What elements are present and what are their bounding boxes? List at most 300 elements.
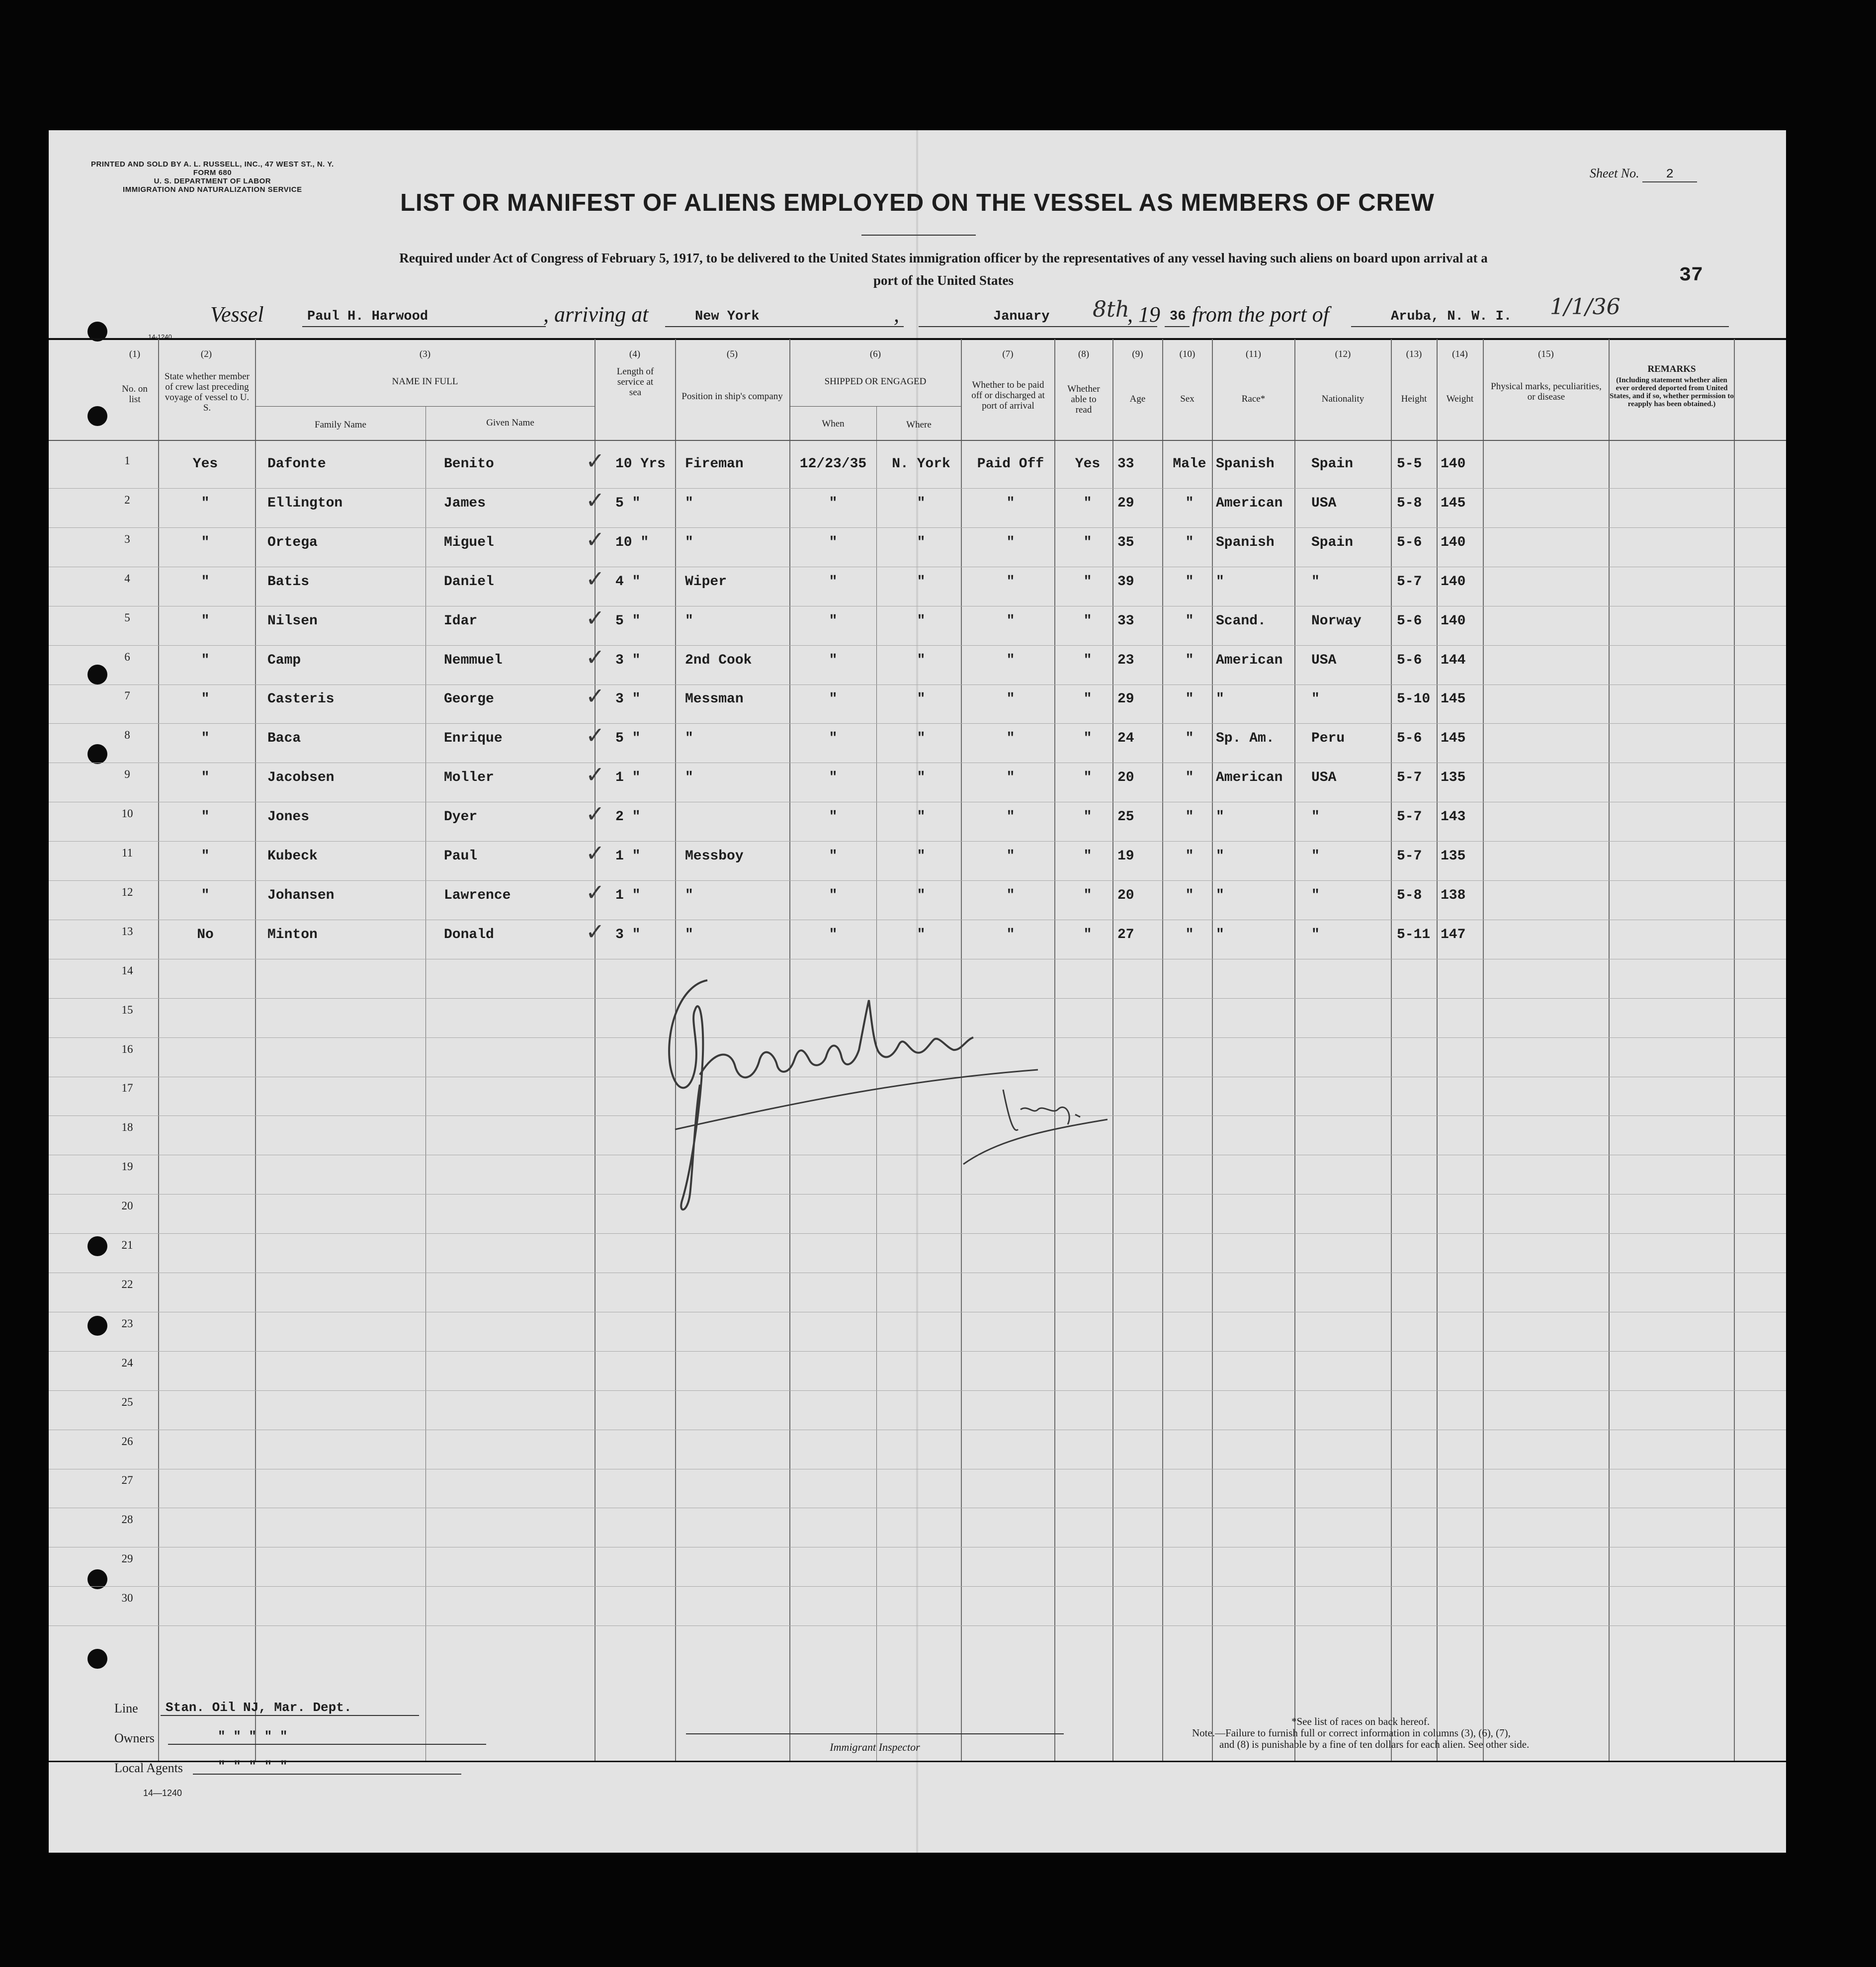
- paid-off: ": [1006, 927, 1015, 942]
- given-name: Daniel: [444, 574, 494, 590]
- able-to-read: ": [1083, 887, 1092, 903]
- family-name-header: Family Name: [315, 420, 366, 430]
- family-name: Jones: [267, 809, 310, 825]
- weight: 143: [1441, 809, 1466, 825]
- row-number: 27: [121, 1474, 133, 1487]
- nationality: ": [1311, 809, 1320, 825]
- binder-hole: [87, 1236, 107, 1256]
- row-rule: [49, 1586, 1786, 1587]
- check-mark: ✓: [586, 447, 605, 474]
- member-prev-voyage: ": [201, 613, 210, 629]
- family-name: Ortega: [267, 534, 318, 550]
- col2-header: State whether member of crew last preceding voyage of vessel to U. S.: [165, 371, 250, 413]
- shipped-where-header: Where: [906, 420, 932, 430]
- check-mark: ✓: [586, 565, 605, 592]
- weight: 145: [1441, 495, 1466, 511]
- race: ": [1216, 849, 1224, 864]
- shipped-where: ": [917, 652, 926, 668]
- service-line: IMMIGRATION AND NATURALIZATION SERVICE: [123, 185, 302, 194]
- shipped-when: ": [829, 731, 838, 747]
- form-number: FORM 680: [193, 169, 232, 177]
- race: American: [1216, 495, 1283, 511]
- binder-hole: [87, 1649, 107, 1669]
- member-prev-voyage: ": [201, 849, 210, 864]
- from-port: Aruba, N. W. I.: [1351, 309, 1729, 327]
- sex: ": [1185, 613, 1194, 629]
- row-rule: [49, 880, 1786, 881]
- row-number: 7: [124, 689, 130, 702]
- row-number: 3: [124, 532, 130, 545]
- check-mark: ✓: [586, 800, 605, 828]
- able-to-read: Yes: [1075, 456, 1101, 472]
- footnote: [1192, 1716, 1639, 1750]
- col4-header: Length of service at sea: [616, 366, 654, 398]
- height: 5-7: [1397, 849, 1422, 864]
- arrival-month: January: [919, 309, 1157, 327]
- able-to-read: ": [1083, 927, 1092, 942]
- shipped-where: ": [917, 887, 926, 903]
- service-length: 5 ": [615, 613, 641, 629]
- member-prev-voyage: ": [201, 495, 210, 511]
- able-to-read: ": [1083, 534, 1092, 550]
- row-rule: [49, 1625, 1786, 1626]
- col4-number: (4): [629, 349, 641, 359]
- height: 5-11: [1397, 927, 1431, 942]
- inspector-label: Immigrant Inspector: [830, 1741, 920, 1753]
- sex: ": [1185, 849, 1194, 864]
- race: Sp. Am.: [1216, 731, 1275, 747]
- col15-number: (15): [1538, 349, 1554, 359]
- race-note: *See list of races on back hereof.: [1291, 1715, 1430, 1727]
- shipped-where: ": [917, 849, 926, 864]
- able-to-read: ": [1083, 770, 1092, 786]
- sheet-number-value: 2: [1642, 167, 1697, 182]
- row-number: 15: [121, 1003, 133, 1016]
- col9-number: (9): [1132, 349, 1143, 359]
- inspector-signature: [660, 965, 1108, 1244]
- col3-header: NAME IN FULL: [392, 376, 458, 387]
- given-name: Paul: [444, 849, 478, 864]
- given-name: Benito: [444, 456, 494, 472]
- given-name: Donald: [444, 927, 494, 942]
- member-prev-voyage: ": [201, 691, 210, 707]
- shipped-where: ": [917, 613, 926, 629]
- able-to-read: ": [1083, 849, 1092, 864]
- height: 5-8: [1397, 495, 1422, 511]
- col14-number: (14): [1452, 349, 1468, 359]
- service-length: 1 ": [615, 887, 641, 903]
- given-name: George: [444, 691, 494, 707]
- paid-off: ": [1006, 731, 1015, 747]
- shipped-where: ": [917, 731, 926, 747]
- able-to-read: ": [1083, 574, 1092, 590]
- nationality: Spain: [1311, 534, 1354, 550]
- paid-off: ": [1006, 691, 1015, 707]
- age: 29: [1117, 691, 1134, 707]
- sheet-number-label: Sheet No.: [1590, 166, 1639, 180]
- row-rule: [49, 684, 1786, 685]
- row-number: 30: [121, 1592, 133, 1605]
- row-number: 8: [124, 729, 130, 742]
- able-to-read: ": [1083, 652, 1092, 668]
- row-number: 23: [121, 1317, 133, 1330]
- sheet-number: [1590, 166, 1697, 182]
- nationality: USA: [1311, 652, 1337, 668]
- col12-header: Nationality: [1321, 394, 1364, 404]
- vessel-label: Vessel: [210, 302, 264, 327]
- able-to-read: ": [1083, 809, 1092, 825]
- row-number: 4: [124, 572, 130, 585]
- check-mark: ✓: [586, 761, 605, 788]
- col10-header: Sex: [1180, 394, 1194, 404]
- family-name: Camp: [267, 652, 301, 668]
- ship-position: Messboy: [685, 849, 744, 864]
- ship-position: ": [685, 613, 693, 629]
- family-name: Kubeck: [267, 849, 318, 864]
- given-name: Miguel: [444, 534, 494, 550]
- sex: ": [1185, 534, 1194, 550]
- ship-position: Wiper: [685, 574, 727, 590]
- ship-position: 2nd Cook: [685, 652, 752, 668]
- remarks-subheader: (Including statement whether alien ever ordered deported from United States, and if so, whether permission to reapply has been obtained.): [1610, 376, 1734, 408]
- nationality: ": [1311, 574, 1320, 590]
- row-number: 29: [121, 1552, 133, 1565]
- form-code: 14-1240: [148, 333, 172, 341]
- col1-number: (1): [129, 349, 141, 359]
- shipped-when: ": [829, 927, 838, 942]
- check-mark: ✓: [586, 486, 605, 513]
- weight: 145: [1441, 691, 1466, 707]
- ship-position: Fireman: [685, 456, 744, 472]
- age: 24: [1117, 731, 1134, 747]
- paid-off: ": [1006, 574, 1015, 590]
- service-length: 3 ": [615, 927, 641, 942]
- family-name: Minton: [267, 927, 318, 942]
- from-port-label: from the port of: [1192, 302, 1329, 327]
- able-to-read: ": [1083, 731, 1092, 747]
- line-value: Stan. Oil NJ, Mar. Dept.: [161, 1700, 419, 1716]
- sex: ": [1185, 652, 1194, 668]
- shipped-when: ": [829, 652, 838, 668]
- remarks-header: REMARKS: [1647, 364, 1696, 374]
- check-mark: ✓: [586, 722, 605, 749]
- title-underline: [861, 235, 976, 236]
- year-prefix: , 19: [1127, 302, 1160, 327]
- weight: 140: [1441, 574, 1466, 590]
- paid-off: ": [1006, 534, 1015, 550]
- col13-header: Height: [1401, 394, 1427, 404]
- member-prev-voyage: No: [197, 927, 214, 942]
- member-prev-voyage: ": [201, 574, 210, 590]
- page-title: LIST OR MANIFEST OF ALIENS EMPLOYED ON THE VESSEL AS MEMBERS OF CREW: [400, 189, 1435, 216]
- sex: ": [1185, 809, 1194, 825]
- shipped-when: ": [829, 613, 838, 629]
- shipped-when: ": [829, 574, 838, 590]
- family-name: Ellington: [267, 495, 343, 511]
- col6-number: (6): [869, 349, 881, 359]
- paid-off: Paid Off: [977, 456, 1044, 472]
- shipped-where: N. York: [892, 456, 950, 472]
- row-rule: [49, 1351, 1786, 1352]
- race: Spanish: [1216, 456, 1275, 472]
- height: 5-6: [1397, 652, 1422, 668]
- row-number: 13: [121, 925, 133, 938]
- paid-off: ": [1006, 887, 1015, 903]
- subheader-rule: [255, 406, 595, 407]
- binder-hole: [87, 1316, 107, 1336]
- member-prev-voyage: ": [201, 652, 210, 668]
- member-prev-voyage: ": [201, 731, 210, 747]
- nationality: ": [1311, 691, 1320, 707]
- height: 5-6: [1397, 534, 1422, 550]
- sex: ": [1185, 495, 1194, 511]
- row-number: 9: [124, 768, 130, 781]
- nationality: Peru: [1311, 731, 1345, 747]
- age: 25: [1117, 809, 1134, 825]
- height: 5-7: [1397, 574, 1422, 590]
- given-name: Moller: [444, 770, 494, 786]
- ship-position: ": [685, 495, 693, 511]
- family-name: Batis: [267, 574, 310, 590]
- age: 35: [1117, 534, 1134, 550]
- service-length: 3 ": [615, 691, 641, 707]
- age: 20: [1117, 770, 1134, 786]
- sex: Male: [1173, 456, 1206, 472]
- nationality: ": [1311, 887, 1320, 903]
- col7-number: (7): [1002, 349, 1014, 359]
- paid-off: ": [1006, 770, 1015, 786]
- service-length: 5 ": [615, 731, 641, 747]
- given-name: James: [444, 495, 486, 511]
- row-number: 1: [124, 454, 130, 467]
- ship-position: ": [685, 770, 693, 786]
- check-mark: ✓: [586, 525, 605, 553]
- height: 5-8: [1397, 887, 1422, 903]
- row-number: 18: [121, 1121, 133, 1134]
- weight: 140: [1441, 534, 1466, 550]
- sex: ": [1185, 691, 1194, 707]
- col6-header: SHIPPED OR ENGAGED: [824, 376, 927, 387]
- race: Spanish: [1216, 534, 1275, 550]
- shipped-where: ": [917, 691, 926, 707]
- race: ": [1216, 809, 1224, 825]
- family-name: Dafonte: [267, 456, 326, 472]
- age: 33: [1117, 613, 1134, 629]
- col10-number: (10): [1179, 349, 1195, 359]
- owners-label: Owners: [114, 1731, 155, 1745]
- nationality: USA: [1311, 770, 1337, 786]
- col8-header: Whether able to read: [1067, 384, 1100, 415]
- race: ": [1216, 574, 1224, 590]
- paid-off: ": [1006, 849, 1015, 864]
- row-number: 12: [121, 885, 133, 898]
- col3-number: (3): [419, 349, 431, 359]
- agents-value: " " " " ": [193, 1759, 461, 1775]
- given-name-header: Given Name: [486, 418, 534, 428]
- row-number: 2: [124, 493, 130, 506]
- row-rule: [49, 645, 1786, 646]
- vessel-name: Paul H. Harwood: [302, 309, 546, 327]
- col11-header: Race*: [1241, 394, 1266, 404]
- shipped-when: ": [829, 887, 838, 903]
- shipped-when: ": [829, 849, 838, 864]
- binder-hole: [87, 744, 107, 764]
- penalty-note: Note.—Failure to furnish full or correct information in columns (3), (6), (7),: [1192, 1727, 1511, 1739]
- owners-value: " " " " ": [168, 1729, 486, 1745]
- row-number: 11: [121, 847, 133, 859]
- check-mark: ✓: [586, 643, 605, 671]
- ship-position: ": [685, 534, 693, 550]
- ship-position: ": [685, 927, 693, 942]
- shipped-when: ": [829, 809, 838, 825]
- col8-number: (8): [1078, 349, 1090, 359]
- subheader-rule: [789, 406, 961, 407]
- row-number: 25: [121, 1395, 133, 1408]
- row-number: 19: [121, 1160, 133, 1173]
- row-number: 22: [121, 1278, 133, 1290]
- shipped-where: ": [917, 534, 926, 550]
- height: 5-7: [1397, 809, 1422, 825]
- corner-number: 37: [1679, 264, 1704, 287]
- check-mark: ✓: [586, 878, 605, 906]
- bottom-form-code: 14—1240: [143, 1788, 182, 1798]
- given-name: Idar: [444, 613, 478, 629]
- check-mark: ✓: [586, 840, 605, 866]
- member-prev-voyage: ": [201, 809, 210, 825]
- row-number: 10: [121, 807, 133, 820]
- service-length: 1 ": [615, 849, 641, 864]
- paid-off: ": [1006, 652, 1015, 668]
- able-to-read: ": [1083, 691, 1092, 707]
- member-prev-voyage: ": [201, 887, 210, 903]
- shipped-when: 12/23/35: [799, 456, 867, 472]
- comma: ,: [894, 302, 899, 327]
- row-number: 6: [124, 650, 130, 663]
- service-length: 10 ": [615, 534, 649, 550]
- race: ": [1216, 691, 1224, 707]
- agents-label: Local Agents: [114, 1761, 183, 1775]
- weight: 135: [1441, 849, 1466, 864]
- height: 5-5: [1397, 456, 1422, 472]
- sex: ": [1185, 731, 1194, 747]
- race: American: [1216, 652, 1283, 668]
- height: 5-6: [1397, 731, 1422, 747]
- age: 29: [1117, 495, 1134, 511]
- col11-number: (11): [1246, 349, 1261, 359]
- row-number: 16: [121, 1042, 133, 1055]
- arrival-year: 36: [1165, 309, 1190, 327]
- header-rule: [49, 338, 1786, 340]
- member-prev-voyage: ": [201, 770, 210, 786]
- given-name: Nemmuel: [444, 652, 503, 668]
- ship-position: Messman: [685, 691, 744, 707]
- service-length: 1 ": [615, 770, 641, 786]
- subtitle-line: port of the United States: [873, 273, 1014, 288]
- row-number: 26: [121, 1435, 133, 1448]
- row-number: 21: [121, 1239, 133, 1251]
- shipped-where: ": [917, 809, 926, 825]
- family-name: Nilsen: [267, 613, 318, 629]
- line-label: Line: [114, 1701, 138, 1715]
- printer-line: PRINTED AND SOLD BY A. L. RUSSELL, INC., 47 WEST ST., N. Y.: [91, 160, 334, 169]
- paid-off: ": [1006, 809, 1015, 825]
- family-name: Johansen: [267, 887, 335, 903]
- paid-off: ": [1006, 495, 1015, 511]
- arrival-day: 8th: [1093, 297, 1130, 322]
- row-number: 24: [121, 1356, 133, 1369]
- col1-header: No. on list: [122, 384, 148, 405]
- ship-position: ": [685, 731, 693, 747]
- shipped-when-header: When: [822, 419, 845, 429]
- age: 23: [1117, 652, 1134, 668]
- penalty-note-cont: and (8) is punishable by a fine of ten dollars for each alien. See other side.: [1219, 1738, 1530, 1750]
- age: 20: [1117, 887, 1134, 903]
- check-mark: ✓: [586, 918, 605, 945]
- shipped-where: ": [917, 927, 926, 942]
- given-name: Enrique: [444, 731, 503, 747]
- service-length: 3 ": [615, 652, 641, 668]
- col14-header: Weight: [1446, 394, 1474, 404]
- col12-number: (12): [1335, 349, 1351, 359]
- shipped-where: ": [917, 770, 926, 786]
- able-to-read: ": [1083, 613, 1092, 629]
- shipped-where: ": [917, 574, 926, 590]
- col2-number: (2): [200, 349, 212, 359]
- row-number: 28: [121, 1513, 133, 1526]
- nationality: ": [1311, 927, 1320, 942]
- weight: 140: [1441, 456, 1466, 472]
- arrival-port: New York: [665, 309, 904, 327]
- family-name: Baca: [267, 731, 301, 747]
- check-mark: ✓: [586, 604, 605, 631]
- race: American: [1216, 770, 1283, 786]
- header-bottom-rule: [49, 440, 1786, 441]
- height: 5-10: [1397, 691, 1431, 707]
- arriving-label: , arriving at: [543, 302, 649, 327]
- member-prev-voyage: ": [201, 534, 210, 550]
- handwritten-date: 1/1/36: [1550, 294, 1620, 320]
- given-name: Dyer: [444, 809, 478, 825]
- service-length: 2 ": [615, 809, 641, 825]
- service-length: 5 ": [615, 495, 641, 511]
- row-number: 20: [121, 1199, 133, 1212]
- row-number: 17: [121, 1082, 133, 1095]
- col15-header: Physical marks, peculiarities, or disease: [1491, 381, 1602, 402]
- row-number: 14: [121, 964, 133, 977]
- sex: ": [1185, 927, 1194, 942]
- row-rule: [49, 488, 1786, 489]
- weight: 144: [1441, 652, 1466, 668]
- row-rule: [49, 841, 1786, 842]
- sex: ": [1185, 770, 1194, 786]
- shipped-where: ": [917, 495, 926, 511]
- family-name: Casteris: [267, 691, 335, 707]
- nationality: Spain: [1311, 456, 1354, 472]
- race: ": [1216, 927, 1224, 942]
- row-number: 5: [124, 611, 130, 624]
- manifest-sheet: [49, 130, 1786, 1853]
- col5-number: (5): [726, 349, 738, 359]
- weight: 135: [1441, 770, 1466, 786]
- binder-hole: [87, 406, 107, 426]
- race: Scand.: [1216, 613, 1266, 629]
- col5-header: Position in ship's company: [682, 391, 783, 402]
- nationality: ": [1311, 849, 1320, 864]
- age: 39: [1117, 574, 1134, 590]
- height: 5-6: [1397, 613, 1422, 629]
- department-line: U. S. DEPARTMENT OF LABOR: [154, 177, 271, 185]
- col9-header: Age: [1129, 394, 1146, 404]
